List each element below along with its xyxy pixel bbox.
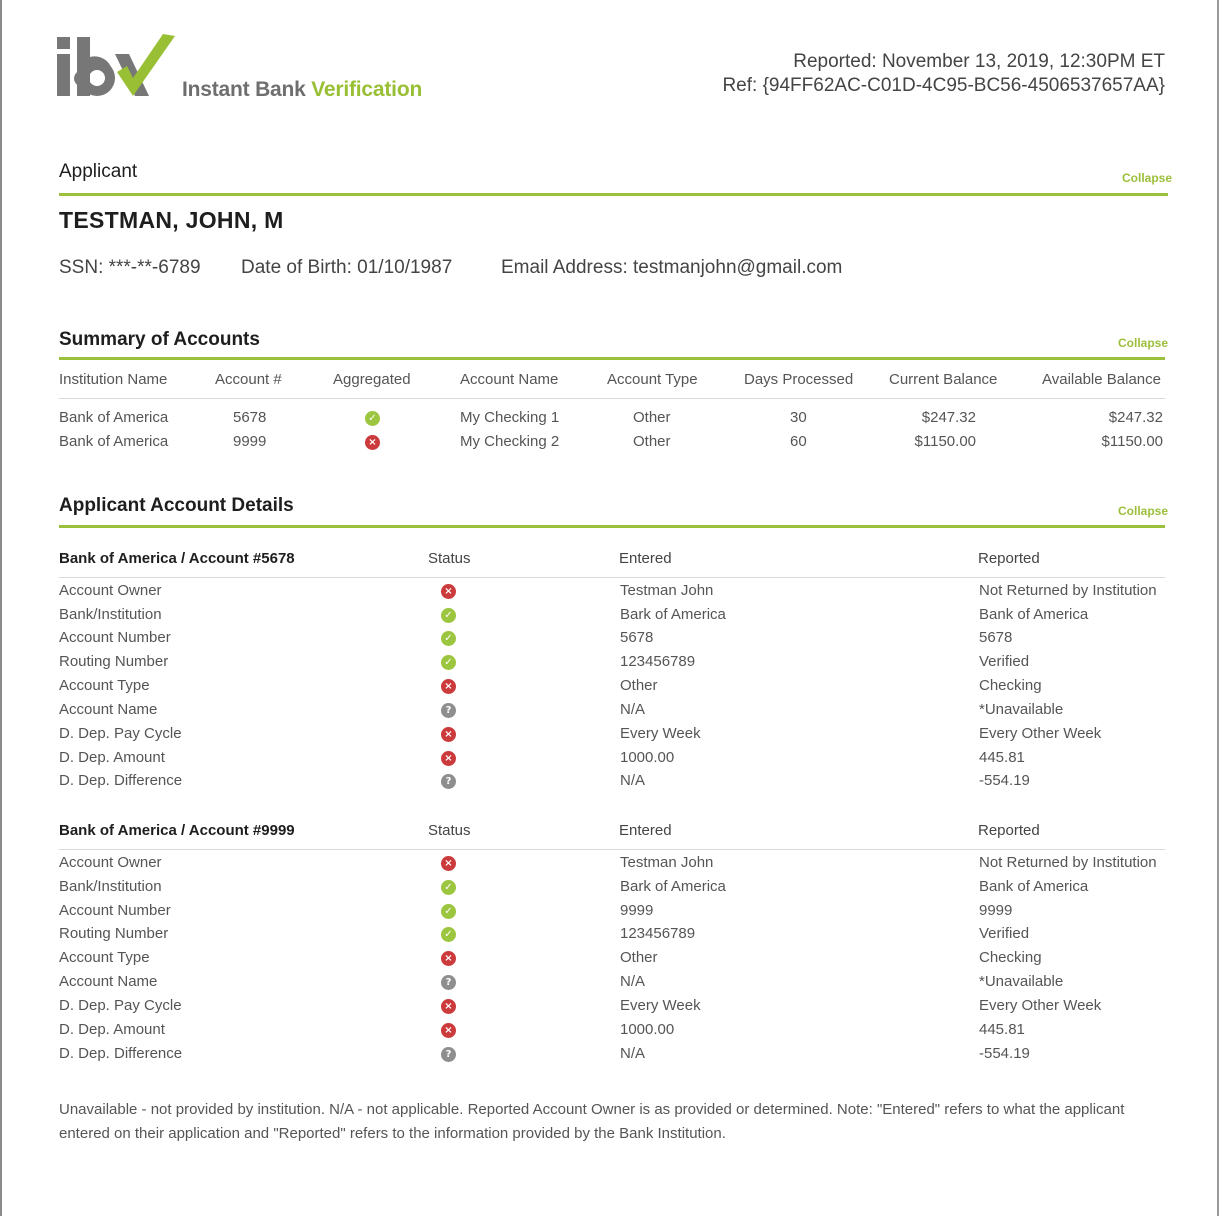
summary-account-number: 9999 (233, 433, 267, 450)
question-circle-icon: ? (441, 1047, 456, 1062)
detail-reported-value: Verified (979, 653, 1030, 670)
detail-reported-value: Every Other Week (979, 725, 1102, 742)
applicant-ssn: SSN: ***-**-6789 (59, 257, 201, 278)
summary-account-name: My Checking 1 (460, 409, 560, 426)
detail-field-label: Account Type (59, 949, 150, 966)
x-circle-icon: × (441, 951, 456, 966)
reported-column-header: Reported (978, 550, 1040, 567)
x-circle-icon: × (441, 1023, 456, 1038)
detail-entered-value: Other (620, 677, 658, 694)
applicant-name: TESTMAN, JOHN, M (59, 207, 284, 233)
summary-days-processed: 60 (790, 433, 807, 450)
status-column-header: Status (428, 822, 471, 839)
summary-header-divider (59, 398, 1165, 399)
check-circle-icon: ✓ (441, 904, 456, 919)
summary-account-number: 5678 (233, 409, 267, 426)
footnote: Unavailable - not provided by institution. N/A - not applicable. Reported Account Owner is as provided or determined. Note: "Entered" refers to what the applicant entered on their application and "Reported" refers to the information provided by the Bank Institution. (59, 1101, 1125, 1142)
summary-account-type: Other (633, 409, 671, 426)
detail-entered-value: N/A (620, 701, 646, 718)
check-circle-icon: ✓ (441, 608, 456, 623)
detail-entered-value: Every Week (620, 725, 701, 742)
summary-institution: Bank of America (59, 433, 169, 450)
summary-header-account-type: Account Type (607, 371, 698, 388)
detail-entered-value: 9999 (620, 902, 654, 919)
summary-current-balance: $247.32 (921, 409, 976, 426)
detail-reported-value: 445.81 (979, 749, 1025, 766)
detail-reported-value: Every Other Week (979, 997, 1102, 1014)
detail-entered-value: 5678 (620, 629, 654, 646)
detail-field-label: Routing Number (59, 925, 169, 942)
detail-reported-value: *Unavailable (979, 701, 1064, 718)
summary-institution: Bank of America (59, 409, 169, 426)
detail-entered-value: 123456789 (620, 653, 696, 670)
detail-field-label: Account Number (59, 902, 171, 919)
detail-entered-value: N/A (620, 1045, 646, 1062)
question-circle-icon: ? (441, 703, 456, 718)
summary-collapse-link[interactable]: Collapse (1118, 336, 1169, 350)
detail-entered-value: 123456789 (620, 925, 696, 942)
details-collapse-link[interactable]: Collapse (1118, 504, 1169, 518)
applicant-section-title: Applicant (59, 161, 138, 182)
reported-timestamp: Reported: November 13, 2019, 12:30PM ET (793, 51, 1165, 72)
check-circle-icon: ✓ (441, 880, 456, 895)
check-circle-icon: ✓ (441, 927, 456, 942)
detail-field-label: D. Dep. Pay Cycle (59, 997, 182, 1014)
detail-field-label: Account Owner (59, 582, 162, 599)
ibv-logo-mark (55, 32, 180, 104)
summary-section-rule (59, 357, 1165, 360)
summary-header-institution: Institution Name (59, 371, 168, 388)
detail-reported-value: -554.19 (979, 772, 1030, 789)
entered-column-header: Entered (619, 822, 672, 839)
question-circle-icon: ? (441, 975, 456, 990)
detail-field-label: Routing Number (59, 653, 169, 670)
summary-header-account-name: Account Name (460, 371, 559, 388)
detail-entered-value: N/A (620, 973, 646, 990)
detail-reported-value: 9999 (979, 902, 1013, 919)
detail-reported-value: Bank of America (979, 606, 1089, 623)
report-meta (722, 50, 1165, 98)
x-circle-icon: × (441, 856, 456, 871)
summary-available-balance: $1150.00 (1101, 433, 1163, 450)
ibv-logo (55, 32, 435, 104)
summary-available-balance: $247.32 (1108, 409, 1163, 426)
detail-entered-value: Every Week (620, 997, 701, 1014)
status-column-header: Status (428, 550, 471, 567)
reported-column-header: Reported (978, 822, 1040, 839)
detail-entered-value: N/A (620, 772, 646, 789)
account-detail-divider (59, 849, 1165, 850)
applicant-collapse-link[interactable]: Collapse (1122, 171, 1173, 185)
account-detail-title: Bank of America / Account #9999 (59, 822, 295, 839)
detail-field-label: Account Number (59, 629, 171, 646)
detail-reported-value: -554.19 (979, 1045, 1030, 1062)
summary-header-account: Account # (215, 371, 282, 388)
summary-header-available-balance: Available Balance (1042, 371, 1161, 388)
detail-field-label: D. Dep. Amount (59, 1021, 165, 1038)
summary-account-name: My Checking 2 (460, 433, 560, 450)
summary-header-days-processed: Days Processed (744, 371, 854, 388)
x-circle-icon: × (441, 751, 456, 766)
detail-reported-value: Not Returned by Institution (979, 582, 1157, 599)
details-section-rule (59, 525, 1165, 528)
x-circle-icon: × (441, 999, 456, 1014)
question-circle-icon: ? (441, 774, 456, 789)
page-border-left (0, 0, 2, 1216)
applicant-email: Email Address: testmanjohn@gmail.com (501, 257, 843, 278)
ibv-logo-text: Instant Bank Verification (182, 78, 423, 101)
detail-field-label: Bank/Institution (59, 606, 162, 623)
detail-field-label: Bank/Institution (59, 878, 162, 895)
detail-reported-value: 445.81 (979, 1021, 1025, 1038)
detail-field-label: D. Dep. Difference (59, 1045, 183, 1062)
applicant-section-rule (59, 193, 1168, 196)
summary-header-current-balance: Current Balance (889, 371, 998, 388)
detail-entered-value: Bark of America (620, 606, 726, 623)
detail-entered-value: Bark of America (620, 878, 726, 895)
account-detail-title: Bank of America / Account #5678 (59, 550, 295, 567)
details-section-title: Applicant Account Details (59, 495, 294, 516)
detail-entered-value: Testman John (620, 854, 714, 871)
check-circle-icon: ✓ (365, 411, 380, 426)
detail-entered-value: 1000.00 (620, 749, 675, 766)
x-circle-icon: × (441, 727, 456, 742)
summary-account-type: Other (633, 433, 671, 450)
summary-section-title: Summary of Accounts (59, 329, 260, 350)
detail-field-label: Account Owner (59, 854, 162, 871)
detail-field-label: Account Name (59, 701, 158, 718)
detail-reported-value: Bank of America (979, 878, 1089, 895)
detail-entered-value: Testman John (620, 582, 714, 599)
detail-field-label: Account Name (59, 973, 158, 990)
x-circle-icon: × (441, 679, 456, 694)
detail-field-label: D. Dep. Difference (59, 772, 183, 789)
account-detail-divider (59, 577, 1165, 578)
detail-field-label: D. Dep. Pay Cycle (59, 725, 182, 742)
detail-reported-value: Checking (979, 677, 1042, 694)
summary-header-aggregated: Aggregated (333, 371, 411, 388)
detail-entered-value: Other (620, 949, 658, 966)
detail-reported-value: *Unavailable (979, 973, 1064, 990)
entered-column-header: Entered (619, 550, 672, 567)
x-circle-icon: × (441, 584, 456, 599)
detail-reported-value: Checking (979, 949, 1042, 966)
x-circle-icon: × (365, 435, 380, 450)
summary-days-processed: 30 (790, 409, 807, 426)
detail-field-label: D. Dep. Amount (59, 749, 165, 766)
summary-current-balance: $1150.00 (914, 433, 976, 450)
check-circle-icon: ✓ (441, 655, 456, 670)
detail-reported-value: Not Returned by Institution (979, 854, 1157, 871)
detail-reported-value: 5678 (979, 629, 1013, 646)
check-circle-icon: ✓ (441, 631, 456, 646)
detail-entered-value: 1000.00 (620, 1021, 675, 1038)
reference-id: Ref: {94FF62AC-C01D-4C95-BC56-4506537657AA} (722, 75, 1165, 96)
applicant-dob: Date of Birth: 01/10/1987 (241, 257, 453, 278)
detail-field-label: Account Type (59, 677, 150, 694)
detail-reported-value: Verified (979, 925, 1030, 942)
